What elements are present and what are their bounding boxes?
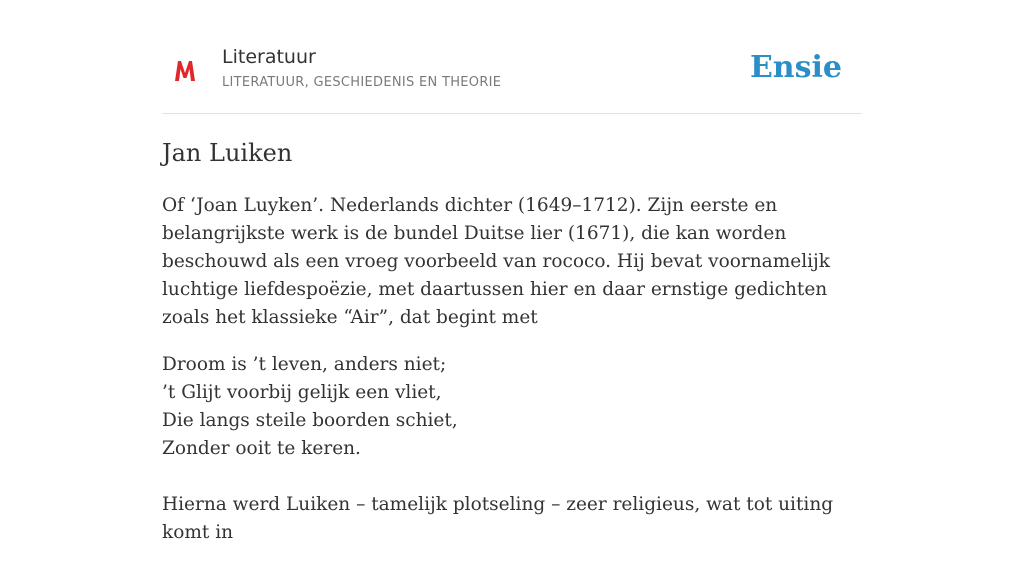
m-logo-icon[interactable] xyxy=(172,57,198,83)
site-subtitle: LITERATUUR, GESCHIEDENIS EN THEORIE xyxy=(222,75,502,90)
ensie-brand-link[interactable]: Ensie xyxy=(749,50,842,85)
article-paragraph-2: Hierna werd Luiken – tamelijk plotseling – zeer religieus, wat tot uiting komt in xyxy=(162,494,834,543)
poem-line: ’t Glijt voorbij gelijk een vliet, xyxy=(162,382,442,403)
poem-block xyxy=(162,351,862,463)
site-header xyxy=(162,40,862,114)
article-paragraph-1: Of ‘Joan Luyken’. Nederlands dichter (1649–1712). Zijn eerste en belangrijkste werk is de bundel Duitse lier (1671), die kan worden beschouwd als een vroeg voorbeeld van rococo. Hij bevat voornamelijk luchtige liefdespoëzie, met daartussen hier en daar ernstige gedichten zoals het klassieke “Air”, dat begint met xyxy=(162,195,830,328)
poem-line: Die langs steile boorden schiet, xyxy=(162,410,458,431)
article-title: Jan Luiken xyxy=(162,139,293,167)
poem-line: Droom is ’t leven, anders niet; xyxy=(162,354,447,375)
poem-line: Zonder ooit te keren. xyxy=(162,438,361,459)
site-title[interactable]: Literatuur xyxy=(222,46,316,68)
article-content xyxy=(162,136,862,566)
